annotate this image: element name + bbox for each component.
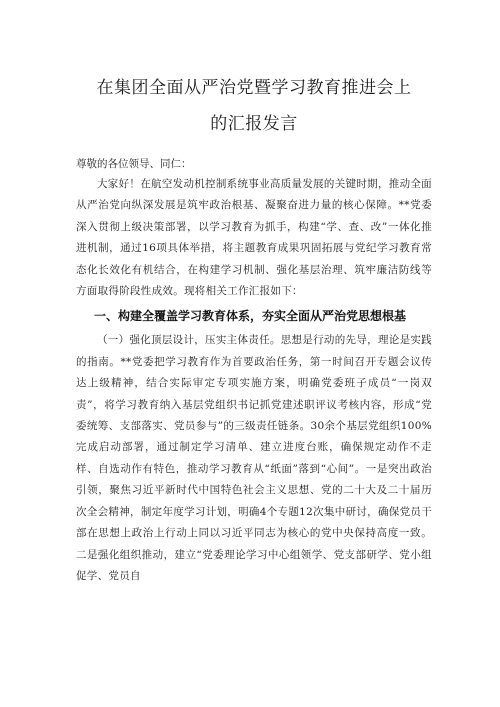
document-title	[76, 70, 432, 142]
intro-paragraph: 大家好！在航空发动机控制系统事业高质量发展的关键时期，推动全面从严治党向纵深发展是筑牢政治根基、凝聚奋进力量的核心保障。**党委深入贯彻上级决策部署，以学习教育为抓手，构建“学、查、改”一体化推进机制，通过16项具体举措，将主题教育成果巩固拓展与党纪学习教育常态化长效化有机结合，在构建学习机制、强化基层治理、筑牢廉洁防线等方面取得阶段性成效。现将相关工作汇报如下：	[76, 178, 432, 298]
title-line-1: 在集团全面从严治党暨学习教育推进会上	[96, 78, 412, 98]
title-line-2: 的汇报发言	[210, 114, 298, 134]
section-1-paragraph: （一）强化顶层设计，压实主体责任。思想是行动的先导，理论是实践的指南。**党委把学习教育作为首要政治任务，第一时间召开专题会议传达上级精神，结合实际审定专项实施方案，明确党委班子成员“一岗双责”，将学习教育纳入基层党组织书记抓党建述职评议考核内容，形成“党委统筹、支部落实、党员参与”的三级责任链条。30余个基层党组织100%完成启动部署，通过制定学习清单、建立进度台账，确保规定动作不走样、自选动作有特色，推动学习教育从“纸面”落到“心间”。一是突出政治引领，聚焦习近平新时代中国特色社会主义思想、党的二十大及二十届历次全会精神，制定年度学习计划，明确4个专题12次集中研讨，确保党员干部在思想上政治上行动上同以习近平同志为核心的党中央保持高度一致。二是强化组织推动，建立“党委理论学习中心组领学、党支部研学、党小组促学、党员自	[76, 334, 432, 582]
salutation: 尊敬的各位领导、同仁：	[76, 158, 192, 170]
section-heading-1: 一、构建全覆盖学习教育体系，夯实全面从严治党思想根基	[94, 309, 407, 324]
